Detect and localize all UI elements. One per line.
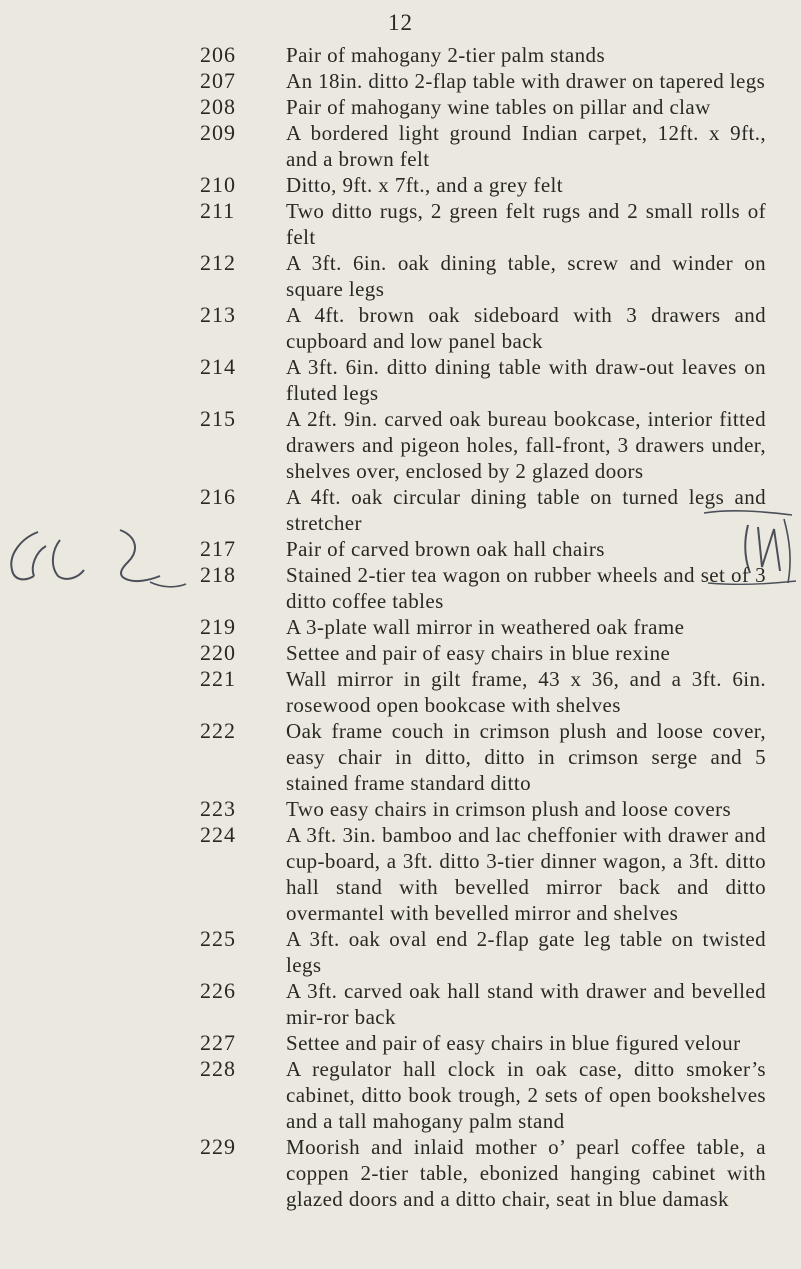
- lot-description: Pair of carved brown oak hall chairs: [286, 537, 605, 561]
- lot-number: 218: [200, 562, 236, 587]
- lot-description: Moorish and inlaid mother o’ pearl coffee table, a coppen 2-tier table, ebonized hanging cabinet with glazed doors and a ditto chair, seat in blue damask: [286, 1135, 766, 1211]
- lot-number: 215: [200, 406, 236, 431]
- lot-entry: [0, 640, 801, 666]
- lot-number: 207: [200, 68, 236, 93]
- lot-number: 222: [200, 718, 236, 743]
- lot-description: A 4ft. oak circular dining table on turned legs and stretcher: [286, 485, 766, 535]
- lot-description: Pair of mahogany 2-tier palm stands: [286, 43, 606, 67]
- lot-number: 220: [200, 640, 236, 665]
- lot-entry: [0, 484, 801, 536]
- lot-entry: [0, 1056, 801, 1134]
- lot-description: Two ditto rugs, 2 green felt rugs and 2 small rolls of felt: [286, 199, 766, 249]
- lot-description: A 2ft. 9in. carved oak bureau bookcase, interior fitted drawers and pigeon holes, fall-front, 3 drawers under, shelves over, enclosed by 2 glazed doors: [286, 407, 766, 483]
- lot-entry: [0, 978, 801, 1030]
- lot-entry: [0, 406, 801, 484]
- lot-description: A regulator hall clock in oak case, ditto smoker’s cabinet, ditto book trough, 2 sets of open bookshelves and a tall mahogany palm stand: [286, 1057, 766, 1133]
- lot-entry: [0, 536, 801, 562]
- lot-number: 229: [200, 1134, 236, 1159]
- lot-entry: [0, 1134, 801, 1212]
- lot-number: 226: [200, 978, 236, 1003]
- lot-number: 208: [200, 94, 236, 119]
- lot-number: 214: [200, 354, 236, 379]
- lot-description: Settee and pair of easy chairs in blue rexine: [286, 641, 671, 665]
- lot-number: 210: [200, 172, 236, 197]
- lot-entry: [0, 1030, 801, 1056]
- lot-description: A 4ft. brown oak sideboard with 3 drawers and cupboard and low panel back: [286, 303, 766, 353]
- lot-number: 228: [200, 1056, 236, 1081]
- lot-entry: [0, 718, 801, 796]
- lot-number: 206: [200, 42, 236, 67]
- lot-description: A 3ft. 6in. ditto dining table with draw-out leaves on fluted legs: [286, 355, 766, 405]
- lot-description: A 3-plate wall mirror in weathered oak frame: [286, 615, 685, 639]
- lot-entry: [0, 120, 801, 172]
- lot-number: 211: [200, 198, 236, 223]
- lot-entry: [0, 562, 801, 614]
- lot-number: 209: [200, 120, 236, 145]
- lot-entry: [0, 666, 801, 718]
- lot-number: 225: [200, 926, 236, 951]
- lot-entry: [0, 614, 801, 640]
- lot-number: 223: [200, 796, 236, 821]
- lot-entry: [0, 198, 801, 250]
- lot-description: A 3ft. 3in. bamboo and lac cheffonier with drawer and cup-board, a 3ft. ditto 3-tier dinner wagon, a 3ft. ditto hall stand with bevelled mirror back and ditto overmantel with bevelled mirror and shelves: [286, 823, 766, 925]
- lot-entry: [0, 250, 801, 302]
- lot-description: A 3ft. carved oak hall stand with drawer and bevelled mir-ror back: [286, 979, 766, 1029]
- lot-description: A 3ft. oak oval end 2-flap gate leg table on twisted legs: [286, 927, 766, 977]
- lot-description: An 18in. ditto 2-flap table with drawer on tapered legs: [286, 69, 766, 93]
- lot-number: 227: [200, 1030, 236, 1055]
- lot-entry: [0, 926, 801, 978]
- lot-number: 217: [200, 536, 236, 561]
- lot-number: 212: [200, 250, 236, 275]
- lot-entry: [0, 796, 801, 822]
- lot-description: Stained 2-tier tea wagon on rubber wheels and set of 3 ditto coffee tables: [286, 563, 766, 613]
- lot-description: A 3ft. 6in. oak dining table, screw and winder on square legs: [286, 251, 766, 301]
- lot-description: Ditto, 9ft. x 7ft., and a grey felt: [286, 173, 564, 197]
- lot-description: Two easy chairs in crimson plush and loose covers: [286, 797, 732, 821]
- lot-description: A bordered light ground Indian carpet, 12ft. x 9ft., and a brown felt: [286, 121, 766, 171]
- lot-number: 221: [200, 666, 236, 691]
- lot-entry: [0, 302, 801, 354]
- lot-description: Pair of mahogany wine tables on pillar and claw: [286, 95, 711, 119]
- lot-entry: [0, 354, 801, 406]
- lot-entry: [0, 42, 801, 68]
- lot-number: 219: [200, 614, 236, 639]
- lot-entry: [0, 172, 801, 198]
- lot-description: Wall mirror in gilt frame, 43 x 36, and a 3ft. 6in. rosewood open bookcase with shelves: [286, 667, 766, 717]
- lot-number: 224: [200, 822, 236, 847]
- lot-entry: [0, 68, 801, 94]
- lot-number: 213: [200, 302, 236, 327]
- page-number: 12: [388, 10, 413, 35]
- lot-description: Settee and pair of easy chairs in blue figured velour: [286, 1031, 741, 1055]
- lot-entry: [0, 94, 801, 120]
- lot-entry: [0, 822, 801, 926]
- lot-list: [0, 42, 801, 1212]
- lot-description: Oak frame couch in crimson plush and loose cover, easy chair in ditto, ditto in crimson serge and 5 stained frame standard ditto: [286, 719, 766, 795]
- lot-number: 216: [200, 484, 236, 509]
